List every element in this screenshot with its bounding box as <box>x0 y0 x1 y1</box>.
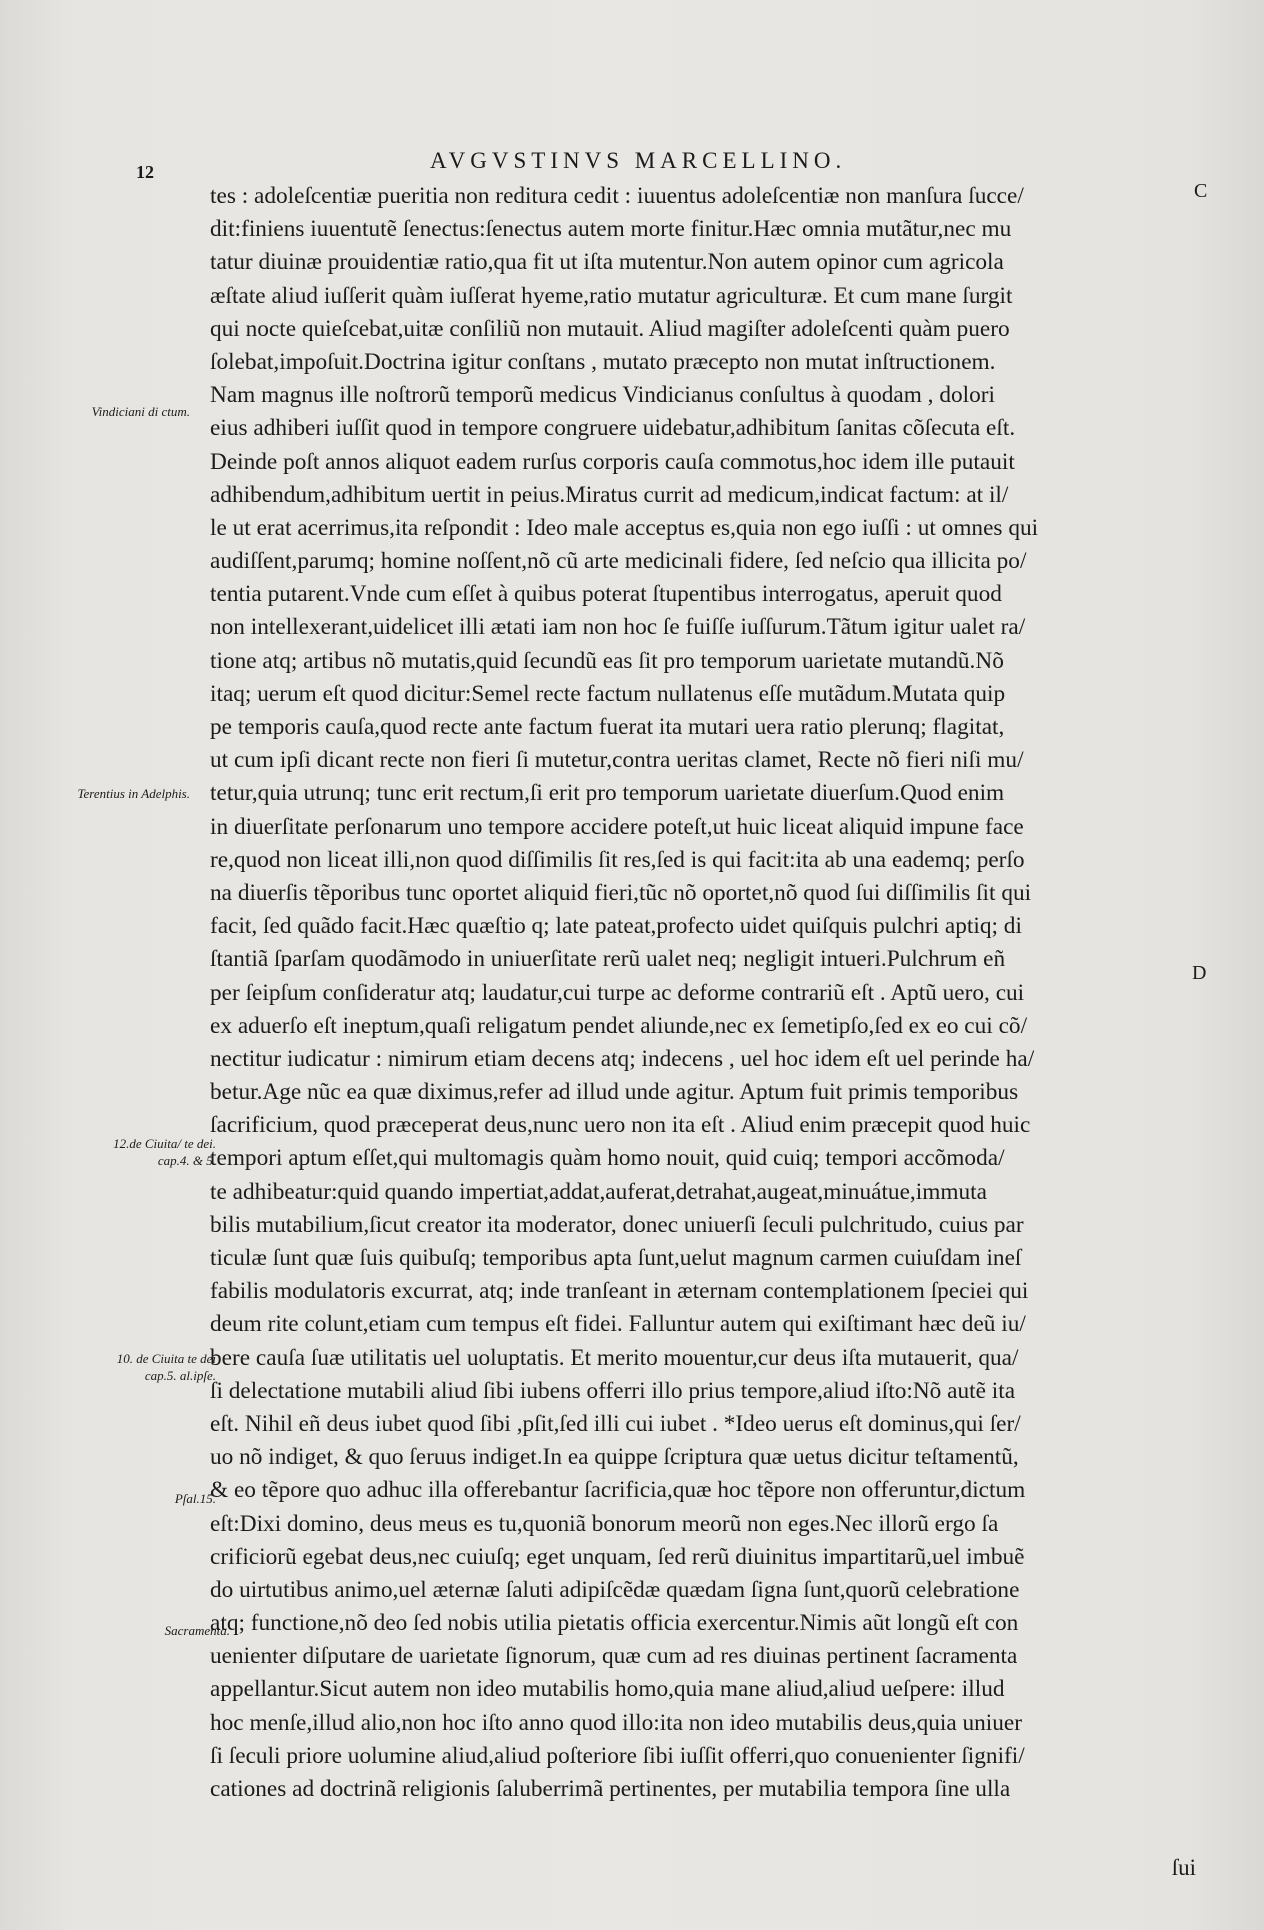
text-line: nectitur iudicatur : nimirum etiam decens atq; indecens , uel hoc idem eſt uel perinde ha/ <box>210 1045 1035 1072</box>
page-number: 12 <box>136 162 154 182</box>
text-line: æſtate aliud iuſſerit quàm iuſſerat hyeme,ratio mutatur agriculturæ. Et cum mane ſurgit <box>210 282 1013 309</box>
text-line: deum rite colunt,etiam cum tempus eſt fidei. Falluntur autem qui exiſtimant hæc deũ iu/ <box>210 1311 1026 1338</box>
text-line: tempori aptum eſſet,qui multomagis quàm homo nouit, quid cuiq; tempori accõmoda/ <box>210 1145 1005 1172</box>
text-line: betur.Age nũc ea quæ diximus,refer ad illud unde agitur. Aptum fuit primis temporibus <box>210 1079 1019 1106</box>
text-line: uo nõ indiget, & quo ſeruus indiget.In ea quippe ſcriptura quæ uetus dicitur teſtamentũ, <box>210 1444 1019 1471</box>
text-line: tentia putarent.Vnde cum eſſet à quibus poterat ſtupentibus interrogatus, aperuit quod <box>210 581 1002 608</box>
text-line: uenienter diſputare de uarietate ſignorum, quæ cum ad res diuinas pertinent ſacramenta <box>210 1643 1018 1670</box>
margin-note-civitate-dei-10: 10. de Ciuita te dei cap.5. al.ipſe. <box>116 1351 216 1383</box>
running-head <box>0 140 1264 180</box>
text-line: facit, ſed quãdo facit.Hæc quæſtio q; late pateat,profecto uidet quiſquis pulchri aptiq; di <box>210 913 1022 940</box>
text-line: bere cauſa ſuæ utilitatis uel uoluptatis. Et merito mouentur,cur deus iſta mutauerit, qua/ <box>210 1344 1019 1371</box>
text-line: na diuerſis tẽporibus tunc oportet aliquid fieri,tũc nõ oportet,nõ quod ſui diſſimilis ſit qui <box>210 879 1032 906</box>
text-line: le ut erat acerrimus,ita reſpondit : Ideo male acceptus es,quia non ego iuſſi : ut omnes qui <box>210 514 1039 541</box>
text-line: ſi ſeculi priore uolumine aliud,aliud poſteriore ſibi iuſſit offerri,quo conuenienter ſignifi/ <box>210 1742 1025 1769</box>
text-line: eius adhiberi iuſſit quod in tempore congruere uidebatur,adhibitum ſanitas cõſecuta eſt. <box>210 415 1016 442</box>
text-line: Nam magnus ille noſtrorũ temporũ medicus Vindicianus conſultus à quodam , dolori <box>210 382 995 409</box>
text-line: ſi delectatione mutabili aliud ſibi iubens offerri illo prius tempore,aliud iſto:Nõ autẽ ita <box>210 1377 1016 1404</box>
text-line: do uirtutibus animo,uel æternæ ſaluti adipiſcẽdæ quædam ſigna ſunt,quorũ celebratione <box>210 1576 1020 1603</box>
text-line: pe temporis cauſa,quod recte ante factum fuerat ita mutari uera ratio plerunq; flagitat, <box>210 714 1005 740</box>
text-line: ex aduerſo eſt ineptum,quaſi religatum pendet aliunde,nec ex ſemetipſo,ſed ex eo cui cõ/ <box>210 1012 1028 1039</box>
margin-letter-d: D <box>1192 962 1207 984</box>
text-line: tatur diuinæ prouidentiæ ratio,qua fit ut iſta mutentur.Non autem opinor cum agricola <box>210 249 1004 276</box>
main-text-block <box>210 180 1195 1806</box>
text-line: in diuerſitate perſonarum uno tempore accidere poteſt,ut huic liceat aliquid impune face <box>210 813 1024 840</box>
text-line: eſt. Nihil eñ deus iubet quod ſibi ,pſit,ſed illi cui iubet . *Ideo uerus eſt dominus,qui ſer/ <box>210 1410 1021 1437</box>
text-line: non intellexerant,uidelicet illi ætati iam non hoc ſe fuiſſe iuſſurum.Tãtum igitur ualet ra/ <box>210 614 1026 641</box>
text-line: ſtantiã ſparſam quodãmodo in uniuerſitate rerũ ualet neq; negligit intueri.Pulchrum eñ <box>210 946 1006 973</box>
text-line: eſt:Dixi domino, deus meus es tu,quoniã bonorum meorũ non eges.Nec illorũ ergo ſa <box>210 1510 999 1537</box>
catchword: ſui <box>1171 1855 1196 1880</box>
margin-note-civitate-dei-12: 12.de Ciuita/ te dei. cap.4. & 5. <box>113 1136 216 1168</box>
text-line: appellantur.Sicut autem non ideo mutabilis homo,quia mane aliud,aliud ueſpere: illud <box>210 1676 1005 1703</box>
text-line: fabilis modulatoris excurrat, atq; inde tranſeant in æternam contemplationem ſpeciei qui <box>210 1278 1029 1305</box>
text-line: qui nocte quieſcebat,uitæ conſiliũ non mutauit. Aliud magiſter adoleſcenti quàm puero <box>210 315 1010 342</box>
text-line: tetur,quia utrunq; tunc erit rectum,ſi erit pro temporum uarietate diuerſum.Quod enim <box>210 780 1005 807</box>
margin-note-sacramenta: Sacramenta. <box>164 1623 230 1638</box>
text-line: audiſſent,parumq; homine noſſent,nõ cũ arte medicinali fidere, ſed neſcio qua illicita po/ <box>210 548 1027 575</box>
text-line: ſolebat,impoſuit.Doctrina igitur conſtans , mutato præcepto non mutat inſtructionem. <box>210 348 996 375</box>
text-line: ticulæ ſunt quæ ſuis quibuſq; temporibus apta ſunt,uelut magnum carmen cuiuſdam ineſ <box>210 1245 1022 1271</box>
text-line: dit:finiens iuuentutẽ ſenectus:ſenectus autem morte finitur.Hæc omnia mutãtur,nec mu <box>210 216 1012 243</box>
text-line: atq; functione,nõ deo ſed nobis utilia pietatis officia exercentur.Nimis aũt longũ eſt con <box>210 1610 1019 1637</box>
text-line: ſacrificium, quod præceperat deus,nunc uero non ita eſt . Aliud enim præcepit quod huic <box>210 1112 1031 1139</box>
text-line: itaq; uerum eſt quod dicitur:Semel recte factum nullatenus eſſe mutãdum.Mutata quip <box>210 680 1006 707</box>
margin-letter-c: C <box>1194 180 1208 202</box>
text-line: cationes ad doctrinã religionis ſaluberrimã pertinentes, per mutabilia tempora ſine ulla <box>210 1776 1011 1802</box>
text-line: tes : adoleſcentiæ pueritia non reditura cedit : iuuentus adoleſcentiæ non manſura ſucce/ <box>210 183 1024 209</box>
text-line: hoc menſe,illud alio,non hoc iſto anno quod illo:ita non ideo mutabilis deus,quia uniuer <box>210 1709 1023 1736</box>
text-line: te adhibeatur:quid quando impertiat,addat,auferat,detrahat,augeat,minuátue,immuta <box>210 1178 987 1205</box>
margin-note-terentius: Terentius in Adelphis. <box>77 786 190 801</box>
text-line: & eo tẽpore quo adhuc illa offerebantur ſacrificia,quæ hoc tẽpore non offeruntur,dictum <box>210 1477 1026 1504</box>
margin-note-psalm: Pſal.15. <box>174 1491 216 1506</box>
text-line: per ſeipſum conſideratur atq; laudatur,cui turpe ac deforme contrariũ eſt . Aptũ uero, cui <box>210 979 1025 1006</box>
text-line: tione atq; artibus nõ mutatis,quid ſecundũ eas ſit pro temporum uarietate mutandũ.Nõ <box>210 647 1004 674</box>
text-line: re,quod non liceat illi,non quod diſſimilis ſit res,ſed is qui facit:ita ab una eademq; perſo <box>210 846 1025 873</box>
text-line: adhibendum,adhibitum uertit in peius.Miratus currit ad medicum,indicat factum: at il/ <box>210 481 1009 508</box>
text-line: Deinde poſt annos aliquot eadem rurſus corporis cauſa commotus,hoc idem ille putauit <box>210 448 1015 475</box>
text-line: ut cum ipſi dicant recte non fieri ſi mutetur,contra ueritas clamet, Recte nõ fieri niſi mu/ <box>210 747 1024 774</box>
running-title: AVGVSTINVS MARCELLINO. <box>430 148 847 173</box>
text-line: crificiorũ egebat deus,nec cuiuſq; eget unquam, ſed rerũ diuinitus impartitarũ,uel imbuẽ <box>210 1543 1025 1570</box>
text-line: bilis mutabilium,ſicut creator ita moderator, donec uniuerſi ſeculi pulchritudo, cuius par <box>210 1211 1024 1238</box>
margin-note-vindicianus: Vindiciani di ctum. <box>91 404 190 419</box>
